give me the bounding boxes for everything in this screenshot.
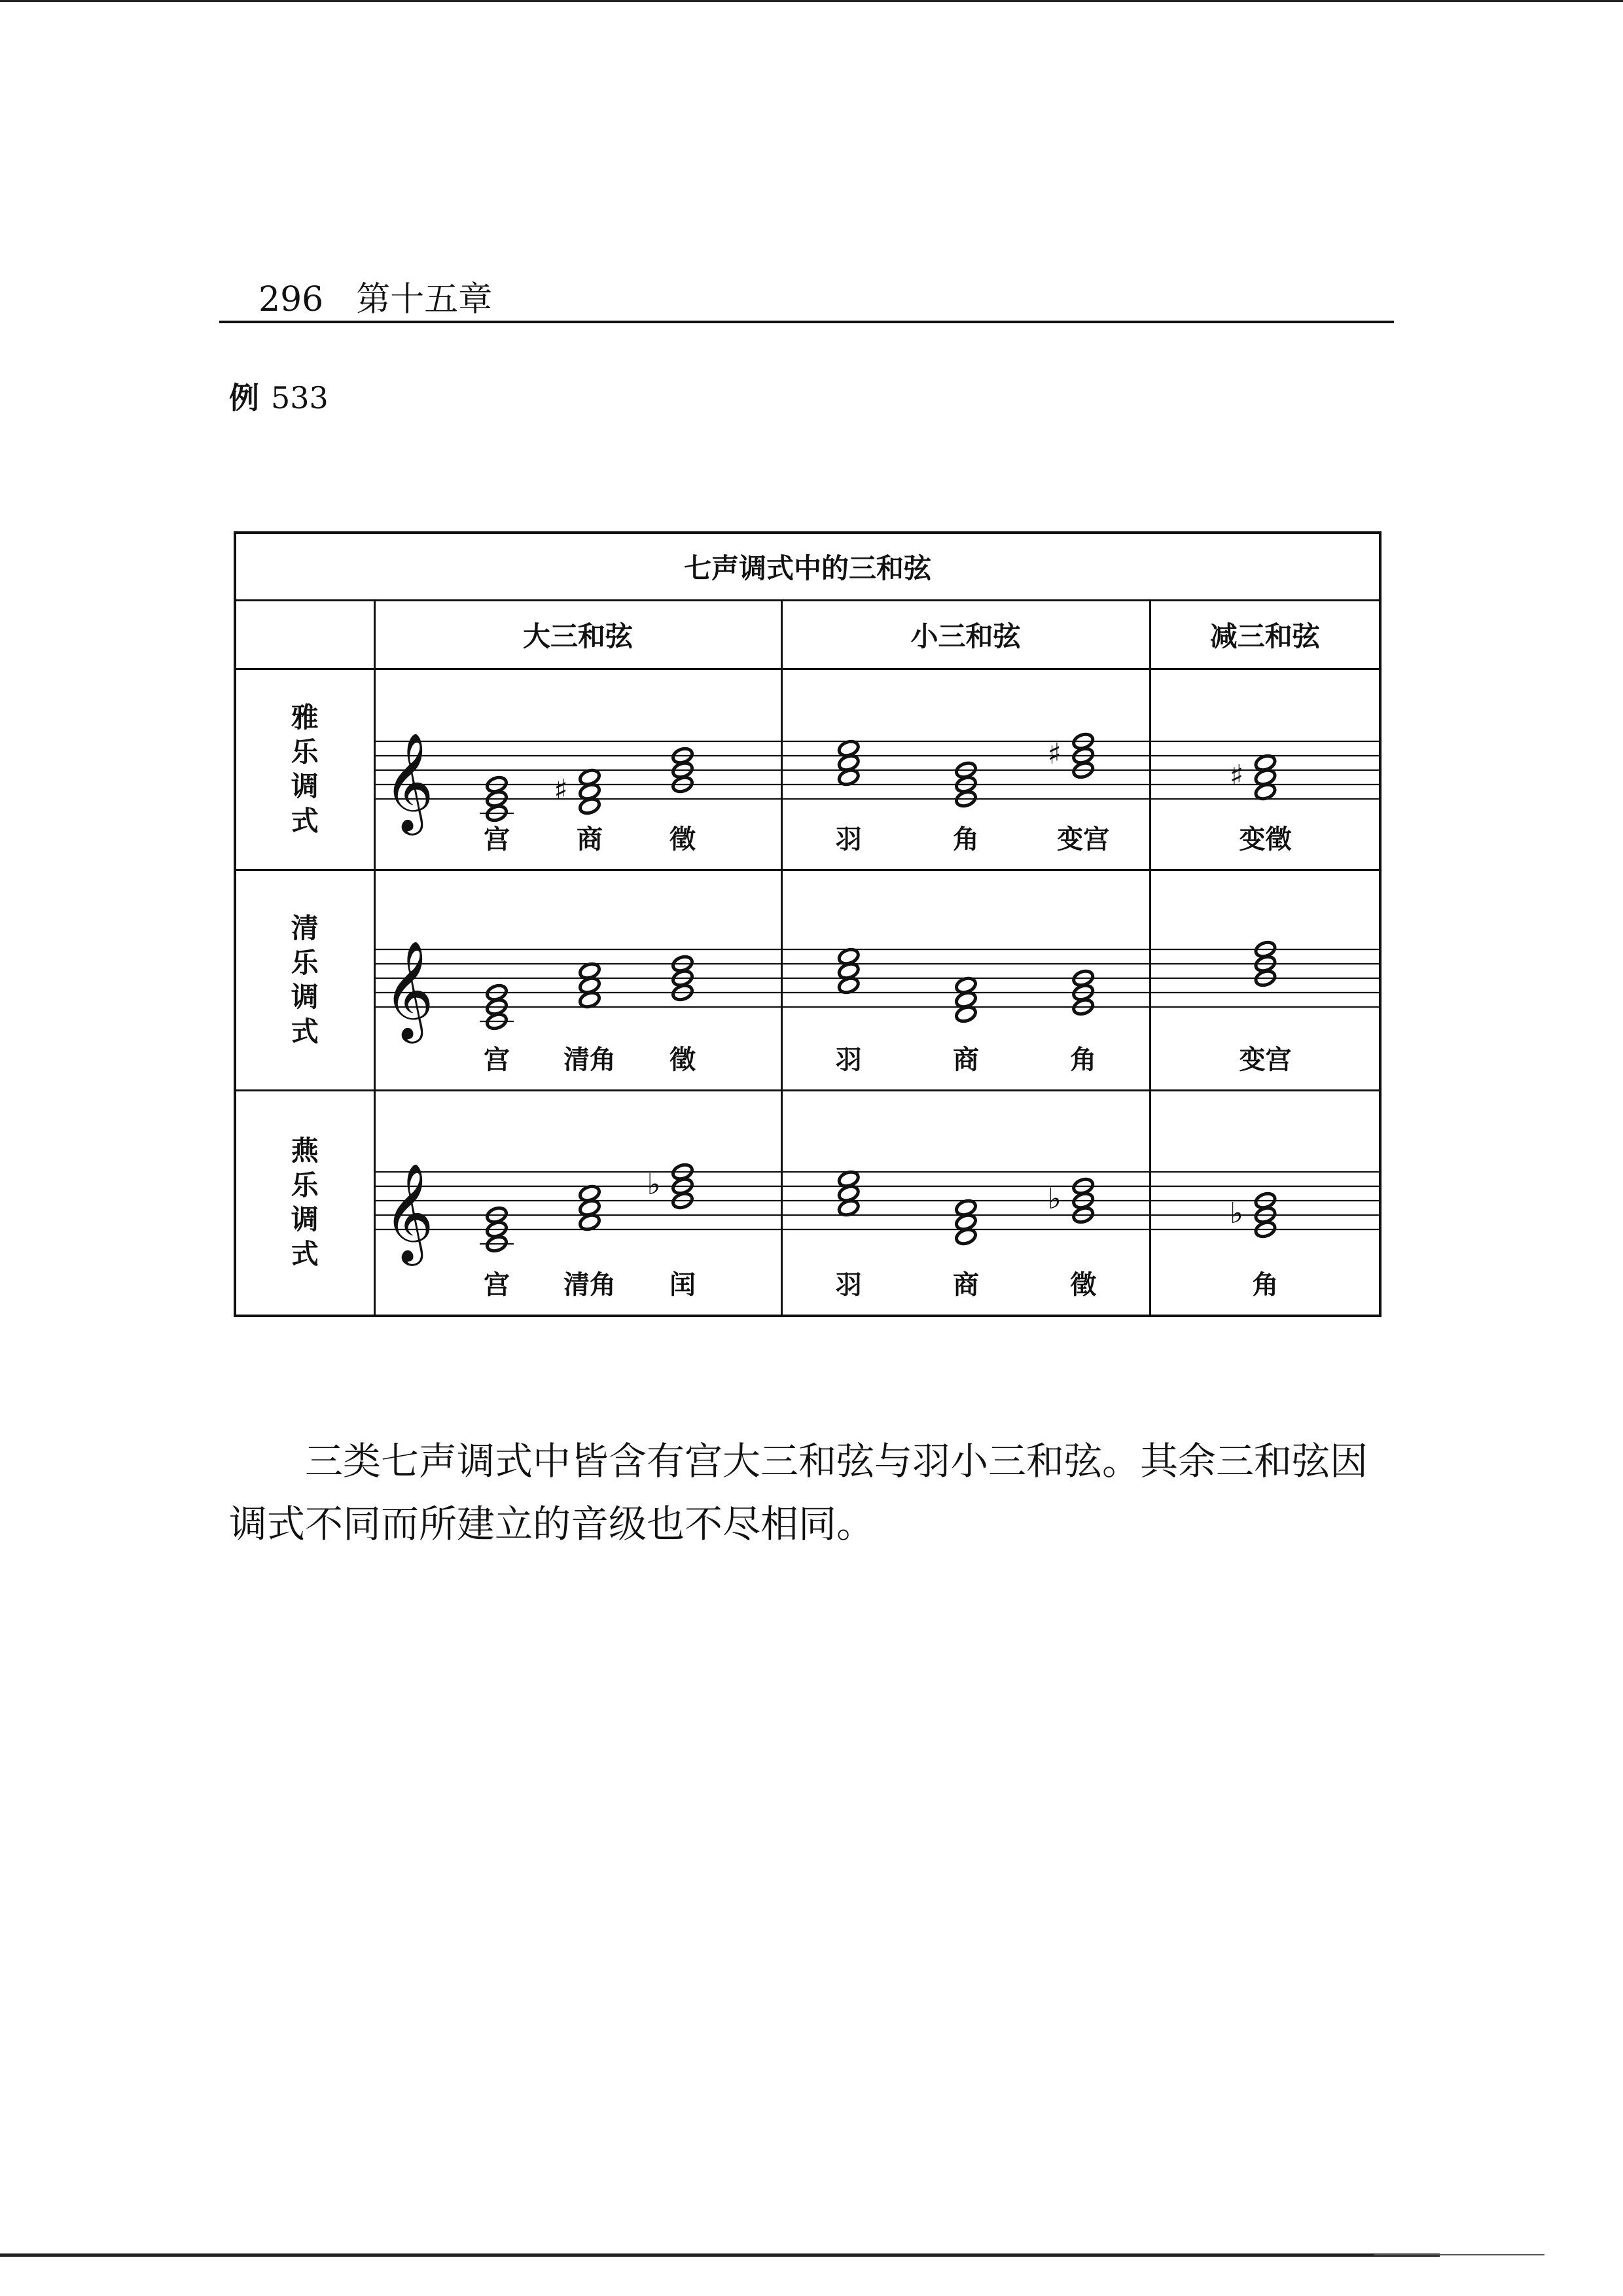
sharp-icon: ♯ — [1229, 759, 1243, 792]
row-label-char: 调 — [291, 981, 319, 1013]
triad-table — [234, 531, 1382, 1317]
chord-label: 商 — [952, 1045, 979, 1075]
running-head — [259, 272, 492, 321]
chord-label: 变宫 — [1056, 824, 1109, 855]
staff-svg — [783, 871, 1149, 1089]
staff-cell-yanyue-dim — [1150, 1091, 1380, 1316]
flat-icon: ♭ — [1229, 1197, 1243, 1230]
chord-label: 变宫 — [1239, 1045, 1291, 1075]
chord-label: 徵 — [1069, 1270, 1096, 1300]
staff-svg — [783, 670, 1149, 869]
row-label-qingyue — [235, 870, 374, 1091]
col-header-minor: 小三和弦 — [781, 601, 1150, 669]
sharp-icon: ♯ — [553, 773, 568, 807]
chord-label: 羽 — [835, 1270, 862, 1300]
body-paragraph — [229, 1430, 1400, 1555]
bottom-rule — [0, 2253, 1440, 2257]
staff-cell-qingyue-major — [374, 870, 781, 1091]
chord-label: 变徵 — [1239, 824, 1291, 855]
staff-cell-yanyue-major — [374, 1091, 781, 1316]
chord-label: 羽 — [835, 824, 862, 855]
chord — [554, 768, 601, 815]
row-label-yanyue — [235, 1091, 374, 1316]
chord — [1229, 753, 1276, 801]
chord — [954, 976, 977, 1023]
staff-svg — [1151, 1091, 1380, 1315]
chord-label: 角 — [952, 824, 979, 855]
row-label-char: 式 — [291, 804, 319, 837]
chord-label: 角 — [1069, 1045, 1096, 1075]
chord-label: 闰 — [669, 1270, 696, 1300]
chord-label: 宫 — [483, 824, 510, 855]
chord-label: 徵 — [669, 824, 696, 855]
col-header-major: 大三和弦 — [374, 601, 781, 669]
staff-svg — [376, 1091, 781, 1315]
chord-label: 徵 — [669, 1045, 696, 1075]
staff-cell-yayue-minor — [781, 669, 1150, 870]
row-label-char: 雅 — [291, 701, 319, 733]
chord — [837, 1169, 860, 1217]
row-label-char: 清 — [291, 912, 319, 944]
row-label-char: 乐 — [291, 1169, 319, 1201]
staff-cell-yayue-major — [374, 669, 781, 870]
example-number: 533 — [271, 380, 329, 415]
chord-label: 商 — [952, 1270, 979, 1300]
chapter-title: 第十五章 — [356, 280, 493, 319]
treble-clef-icon: 𝄞 — [383, 732, 434, 831]
chord-label: 角 — [1252, 1270, 1278, 1300]
table-title: 七声调式中的三和弦 — [235, 533, 1380, 601]
row-label-yayue — [235, 669, 374, 870]
flat-icon: ♭ — [647, 1168, 660, 1201]
page-number: 296 — [259, 280, 324, 319]
staff-cell-qingyue-dim — [1150, 870, 1380, 1091]
staff-svg — [1151, 871, 1380, 1089]
chord-label: 商 — [576, 824, 603, 855]
chord — [578, 961, 601, 1009]
row-label-char: 调 — [291, 1203, 319, 1236]
staff-svg — [376, 670, 781, 869]
staff-svg — [1151, 670, 1380, 869]
chord — [954, 1198, 977, 1246]
sharp-icon: ♯ — [1047, 737, 1061, 771]
row-label-char: 燕 — [291, 1135, 319, 1167]
staff-svg — [376, 871, 781, 1089]
chord-label: 清角 — [563, 1045, 616, 1075]
staff-cell-qingyue-minor — [781, 870, 1150, 1091]
bottom-rule-tail — [1374, 2254, 1544, 2255]
corner-cell — [235, 601, 374, 669]
staff-cell-yanyue-minor — [781, 1091, 1150, 1316]
treble-clef-icon: 𝄞 — [383, 940, 434, 1039]
chord — [837, 947, 860, 995]
chord — [837, 739, 860, 786]
page-top-border — [0, 0, 1623, 2]
chord-label: 羽 — [835, 1045, 862, 1075]
col-header-diminished: 减三和弦 — [1150, 601, 1380, 669]
row-label-char: 乐 — [291, 735, 319, 768]
staff-svg — [783, 1091, 1149, 1315]
example-prefix: 例 — [229, 380, 259, 415]
chord-label: 清角 — [563, 1270, 616, 1300]
chord — [578, 1184, 601, 1231]
header-rule — [219, 321, 1394, 323]
row-label-char: 乐 — [291, 946, 319, 979]
paragraph-text: 三类七声调式中皆含有宫大三和弦与羽小三和弦。其余三和弦因调式不同而所建立的音级也不尽相同。 — [229, 1439, 1368, 1546]
row-label-char: 调 — [291, 770, 319, 802]
flat-icon: ♭ — [1047, 1182, 1061, 1216]
chord-label: 宫 — [483, 1270, 510, 1300]
treble-clef-icon: 𝄞 — [383, 1162, 434, 1262]
chord-label: 宫 — [483, 1045, 510, 1075]
staff-cell-yayue-dim — [1150, 669, 1380, 870]
triad-table-wrap — [234, 531, 1379, 1310]
example-label — [229, 374, 329, 417]
row-label-char: 式 — [291, 1237, 319, 1270]
row-label-char: 式 — [291, 1015, 319, 1048]
